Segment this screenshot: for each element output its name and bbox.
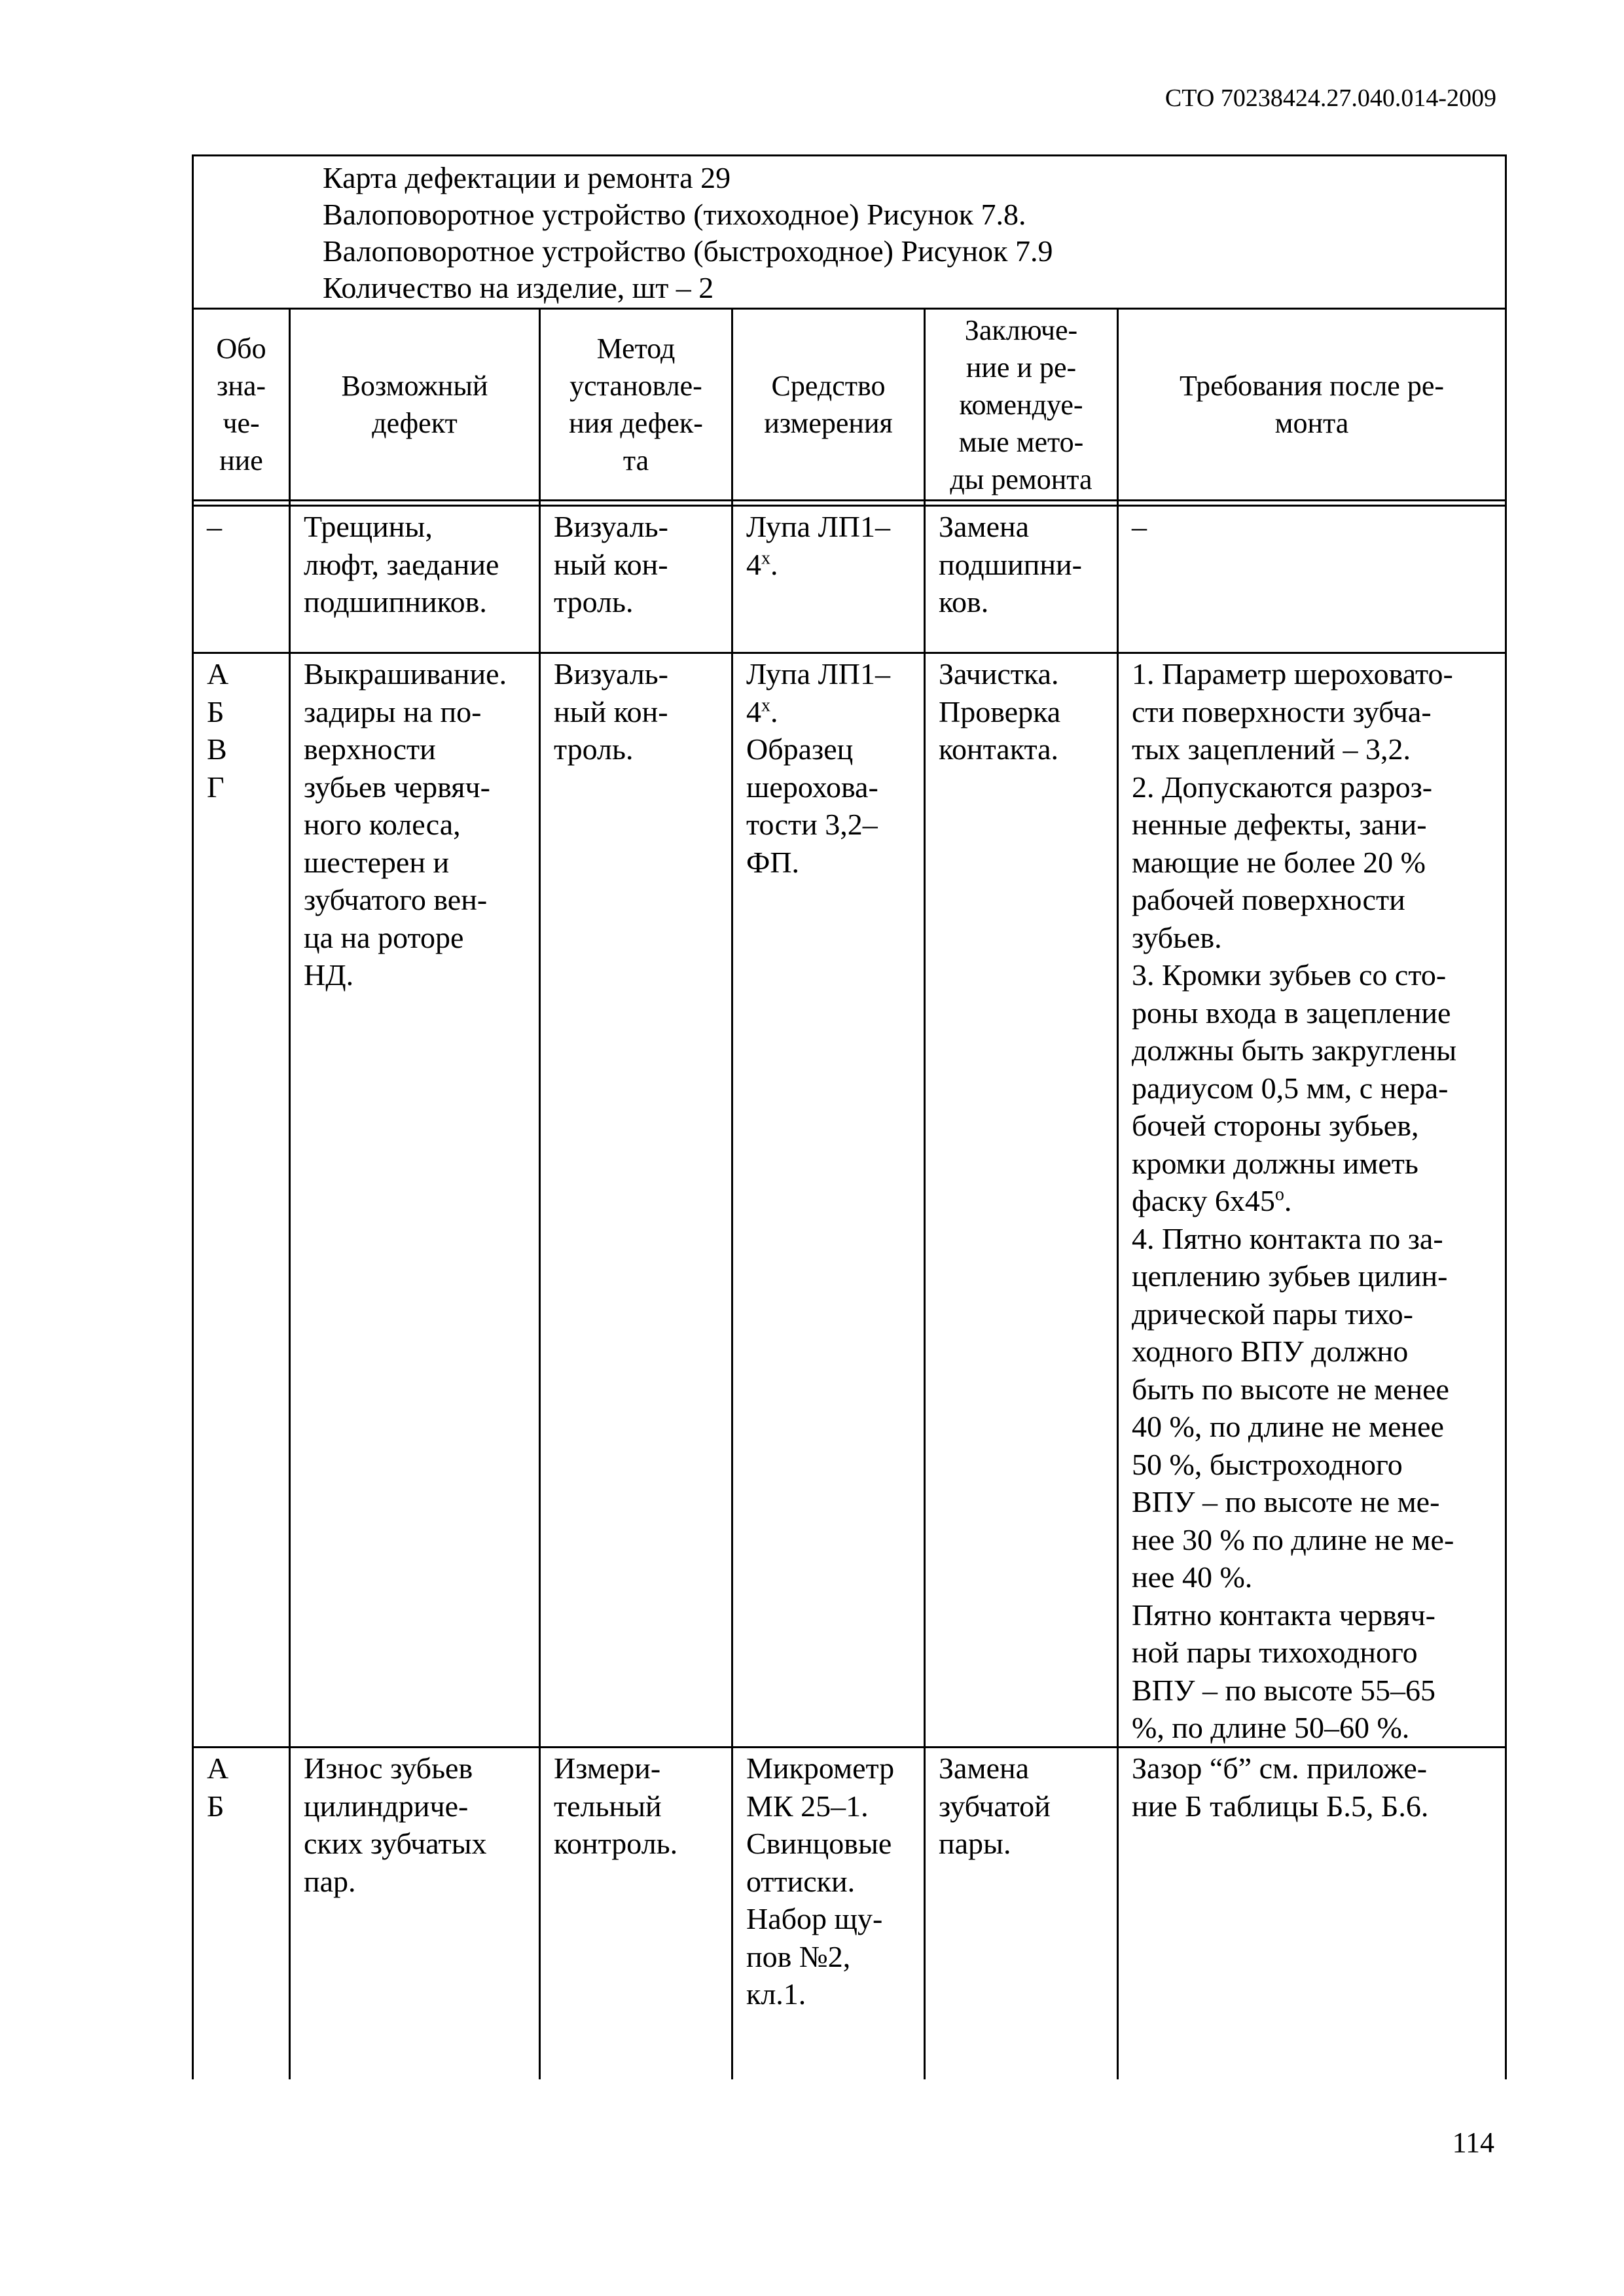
table-top-border	[192, 154, 1507, 156]
card-subtitle-fast: Валоповоротное устройство (быстроходное) Рисунок 7.9	[323, 234, 1053, 268]
table-row-2-designation: А Б В Г	[207, 657, 229, 804]
row-divider-1	[192, 652, 1507, 654]
column-header-tool: Средство измерения	[764, 370, 893, 439]
column-header-requirements: Требования после ре- монта	[1179, 370, 1444, 439]
table-row-1-designation: –	[207, 510, 222, 543]
table-row-3-requirements: Зазор “б” см. приложе- ние Б таблицы Б.5, Б.6.	[1132, 1751, 1429, 1823]
table-row-3-defect: Износ зубьев цилиндриче- ских зубчатых пар.	[304, 1751, 487, 1898]
table-row-2-conclusion: Зачистка. Проверка контакта.	[939, 657, 1061, 766]
table-row-2-defect: Выкрашивание. задиры на по- верхности зубьев червяч- ного колеса, шестерен и зубчатого вен- ца на роторе НД.	[304, 657, 507, 992]
card-title: Карта дефектации и ремонта 29	[323, 161, 731, 194]
table-row-3-tool: Микрометр МК 25–1. Свинцовые оттиски. Набор щу- пов №2, кл.1.	[746, 1751, 895, 2011]
table-row-1-method: Визуаль- ный кон- троль.	[554, 510, 668, 619]
table-row-1-requirements: –	[1132, 510, 1147, 543]
column-header-conclusion: Заключе- ние и ре- комендуе- мые мето- ды ремонта	[950, 314, 1092, 495]
table-row-1-defect: Трещины, люфт, заедание подшипников.	[304, 510, 499, 619]
table-row-2-tool: Лупа ЛП1– 4$^x$. Образец шерохова- тости 3,2– ФП.	[746, 657, 891, 879]
column-header-method: Метод установле- ния дефек- та	[569, 332, 703, 476]
page-number: 114	[1452, 2126, 1494, 2159]
card-header	[323, 160, 1053, 306]
column-header-designation: Обо зна- че- ние	[216, 332, 266, 476]
card-subtitle-slow: Валоповоротное устройство (тихоходное) Рисунок 7.8.	[323, 198, 1026, 231]
table-row-3-method: Измери- тельный контроль.	[554, 1751, 678, 1860]
column-header-bottom	[192, 499, 1507, 501]
table-right-border	[1505, 154, 1507, 2079]
table-row-1-conclusion: Замена подшипни- ков.	[939, 510, 1082, 619]
defect-repair-card	[192, 154, 1507, 2079]
table-row-2-method: Визуаль- ный кон- троль.	[554, 657, 668, 766]
table-row-1-tool: Лупа ЛП1– 4$^x$.	[746, 510, 891, 581]
table-row-3-conclusion: Замена зубчатой пары.	[939, 1751, 1051, 1860]
column-header-defect: Возможный дефект	[341, 370, 488, 439]
table-row-3-designation: А Б	[207, 1751, 229, 1823]
column-header-bottom-2	[192, 505, 1507, 507]
card-quantity: Количество на изделие, шт – 2	[323, 271, 714, 304]
table-row-2-requirements: 1. Параметр шероховато- сти поверхности зубча- тых зацеплений – 3,2. 2. Допускаются разроз- ненные дефекты, зани- мающие не более 20 % рабочей поверхности зубьев. 3. Кромки зубьев со сто- роны входа в зацепление должны быть закруглены радиусом 0,5 мм, с нера- бочей стороны зубьев, кромки должны иметь фаску $6х45^о$. 4. Пятно контакта по за- цеплению зубьев цилин- дрической пары тихо- ходного ВПУ должно быть по высоте не менее 40 %, по длине не менее 50 %, быстроходного ВПУ – по высоте не ме- нее 30 % по длине не ме- нее 40 %. Пятно контакта червяч- ной пары тихоходного ВПУ – по высоте 55–65 %, по длине 50–60 %.	[1132, 657, 1457, 1744]
document-code: СТО 70238424.27.040.014-2009	[1164, 84, 1496, 112]
